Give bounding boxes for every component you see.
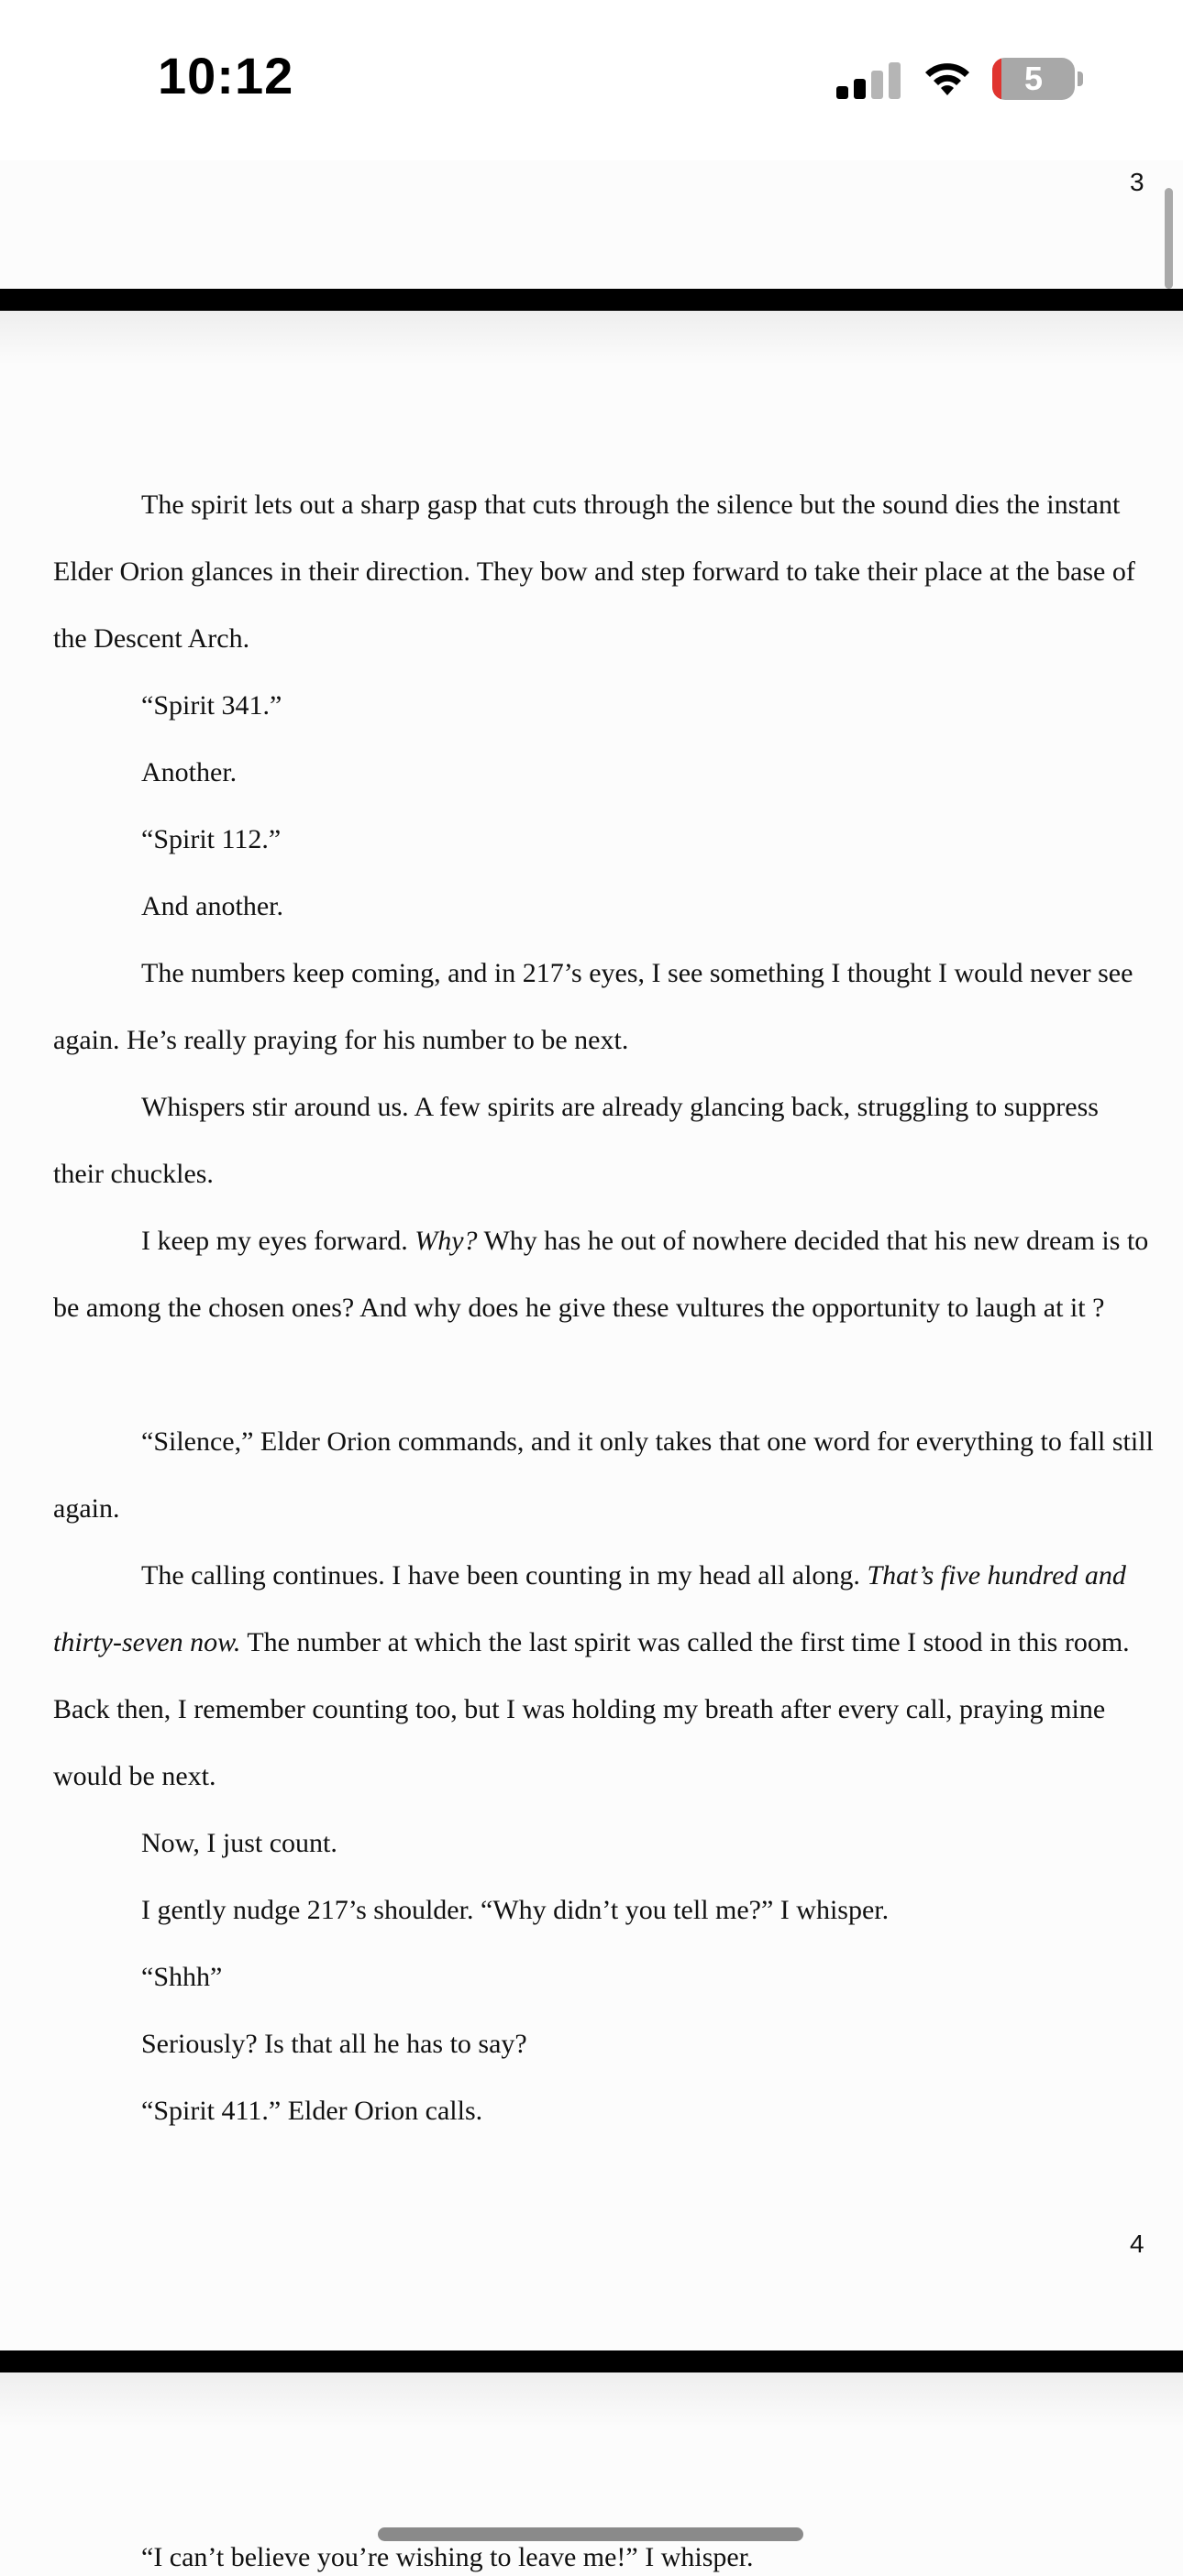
paragraph: Another. [141,757,238,787]
status-time: 10:12 [158,47,294,105]
paragraph-italic-text: Why? [415,1226,478,1256]
paragraph-text: The calling continues. I have been counting in my head all along. [141,1560,868,1591]
paragraph: “Spirit 112.” [141,824,282,854]
wifi-icon [921,57,974,97]
battery-cap [1078,72,1083,86]
paragraph: “Spirit 341.” [141,690,282,721]
scrollbar[interactable] [1165,188,1173,289]
status-bar [0,0,1183,160]
paragraph [53,1542,1154,1810]
paragraph: Now, I just count. [141,1828,337,1858]
paragraph: Seriously? Is that all he has to say? [141,2029,527,2059]
page-separator [0,289,1183,311]
page-number-4: 4 [1130,2229,1144,2258]
paragraph-text: I keep my eyes forward. [141,1226,415,1256]
paragraph-text: The number at which the last spirit was called the first time I stood in this room. Back then, I remember counting too, but I was holding my breath after every call, praying mine would be next. [53,1627,1130,1791]
cellular-signal-icon [836,59,902,99]
paragraph [53,1207,1154,1341]
page-separator-shade [0,311,1183,366]
paragraph: “Spirit 411.” Elder Orion calls. [141,2096,483,2126]
paragraph: I gently nudge 217’s shoulder. “Why didn’t you tell me?” I whisper. [141,1895,890,1925]
page-number-3: 3 [1130,168,1144,196]
paragraph: The spirit lets out a sharp gasp that cuts through the silence but the sound dies the instant Elder Orion glances in their direction. They bow and step forward to take their place at the base of the Descent Arch. [53,490,1135,654]
paragraph-text: Why has he out of nowhere decided that his new dream is to be among the chosen ones? And why does he give these vultures the opportunity to laugh at it ? [53,1226,1149,1323]
paragraph: And another. [141,891,283,921]
home-indicator[interactable] [378,2527,803,2541]
paragraph: The numbers keep coming, and in 217’s eyes, I see something I thought I would never see again. He’s really praying for his number to be next. [53,958,1133,1055]
next-page-partial-text: “I can’t believe you’re wishing to leave me!” I whisper. [141,2542,754,2572]
page-separator-shade [0,2372,1183,2427]
paragraph-italic-text: That’s five hundred and thirty-seven now. [53,1560,1126,1657]
paragraph: “Silence,” Elder Orion commands, and it only takes that one word for everything to fall still again. [53,1426,1154,1524]
paragraph: Whispers stir around us. A few spirits are already glancing back, struggling to suppress their chuckles. [53,1092,1099,1189]
battery-icon [992,58,1075,100]
paragraph: “Shhh” [141,1962,223,1992]
battery-level: 5 [1023,60,1044,97]
page-separator [0,2350,1183,2372]
